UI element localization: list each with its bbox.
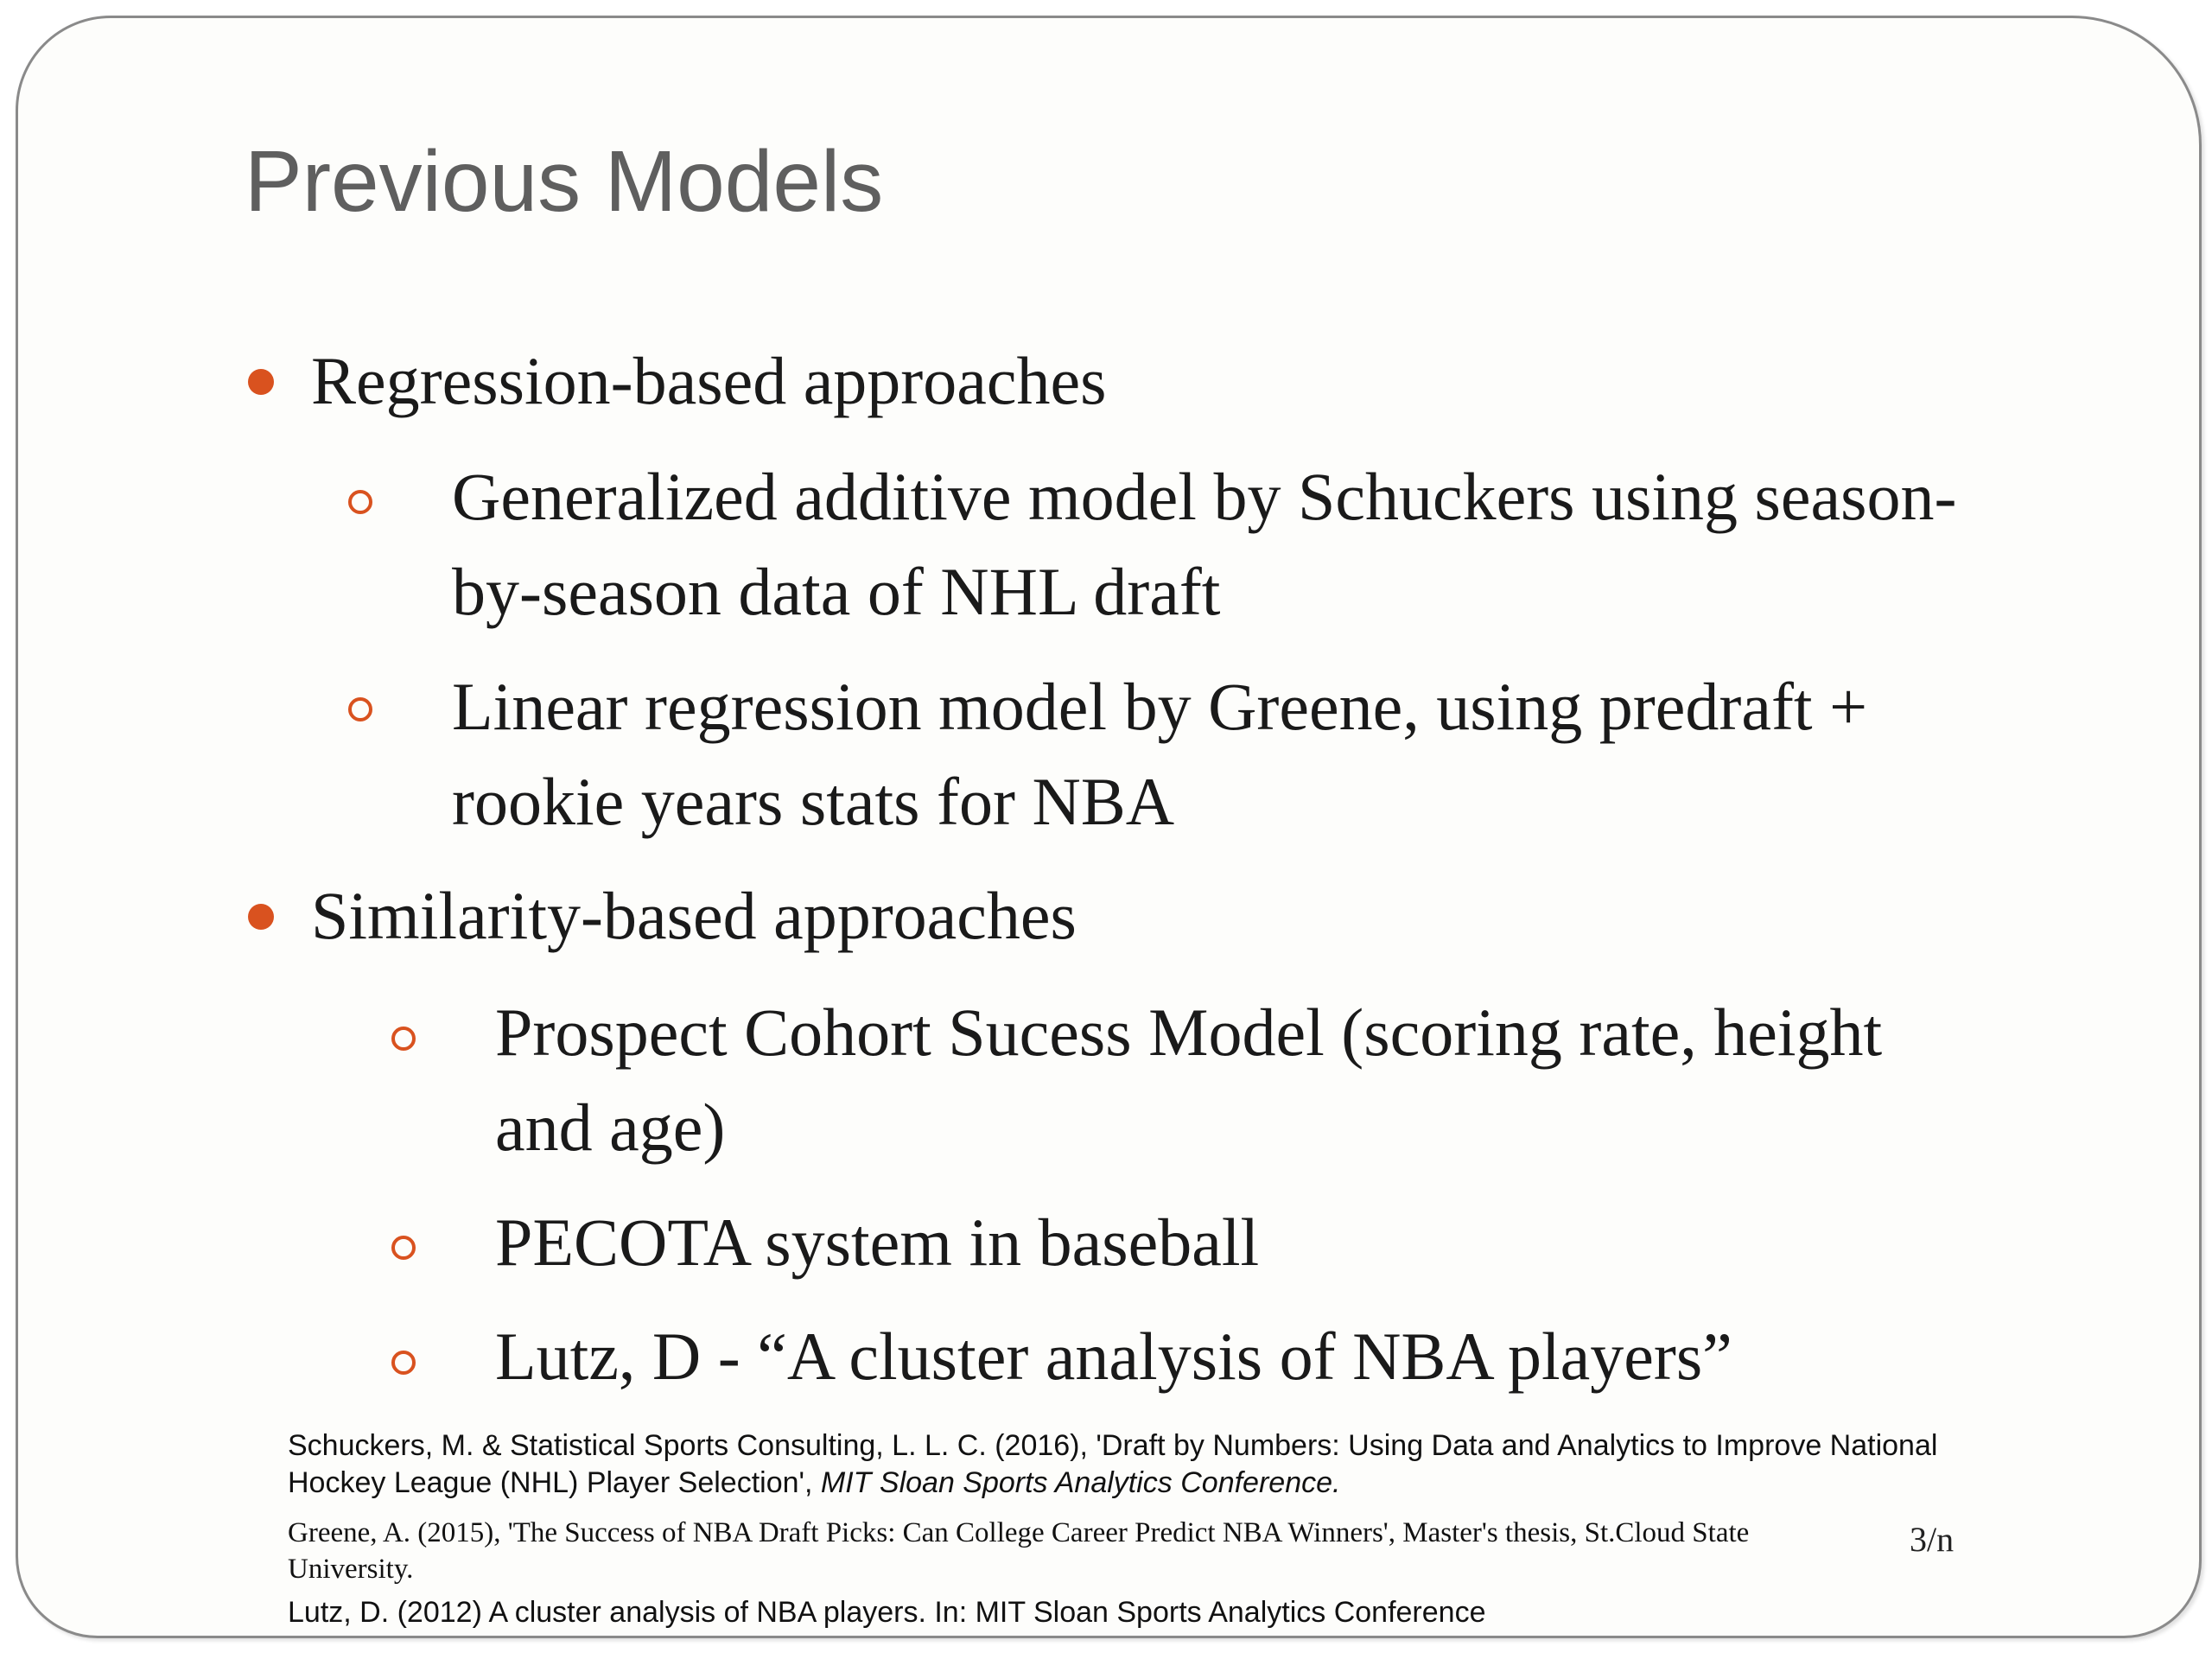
reference-lutz: Lutz, D. (2012) A cluster analysis of NBA players. In: MIT Sloan Sports Analytics Conference xyxy=(288,1596,1486,1629)
sub-bullet-linreg-line1: Linear regression model by Greene, using predraft + xyxy=(452,669,1868,744)
sub-bullet-ring-icon xyxy=(348,490,372,514)
bullet-dot-icon xyxy=(248,904,274,930)
reference-schuckers-line2: Hockey League (NHL) Player Selection', MIT Sloan Sports Analytics Conference. xyxy=(288,1466,1341,1499)
sub-bullet-ring-icon xyxy=(348,697,372,721)
sub-bullet-lutz: Lutz, D - “A cluster analysis of NBA players” xyxy=(495,1319,1732,1394)
sub-bullet-ring-icon xyxy=(391,1351,416,1375)
reference-schuckers-line1: Schuckers, M. & Statistical Sports Consulting, L. L. C. (2016), 'Draft by Numbers: Using Data and Analytics to Improve National xyxy=(288,1429,1938,1462)
bullet-dot-icon xyxy=(248,369,274,395)
reference-greene-line2: University. xyxy=(288,1554,414,1585)
sub-bullet-gam-line1: Generalized additive model by Schuckers using season- xyxy=(452,459,1957,534)
sub-bullet-ring-icon xyxy=(391,1027,416,1051)
sub-bullet-ring-icon xyxy=(391,1236,416,1260)
bullet-similarity xyxy=(311,868,1077,963)
sub-bullet-linreg-line2: rookie years stats for NBA xyxy=(452,764,1175,839)
bullet-regression xyxy=(311,334,1107,429)
bullet-label: Similarity-based approaches xyxy=(311,878,1077,953)
sub-bullet-gam-line2: by-season data of NHL draft xyxy=(452,554,1221,629)
slide-title: Previous Models xyxy=(245,133,884,230)
sub-bullet-pcs-line2: and age) xyxy=(495,1090,726,1165)
bullet-label: Regression-based approaches xyxy=(311,343,1107,418)
sub-bullet-pcs-line1: Prospect Cohort Sucess Model (scoring rate, height xyxy=(495,995,1883,1070)
sub-bullet-pecota: PECOTA system in baseball xyxy=(495,1205,1260,1280)
reference-greene-line1: Greene, A. (2015), 'The Success of NBA Draft Picks: Can College Career Predict NBA Winners', Master's thesis, St.Cloud State xyxy=(288,1517,1750,1548)
page-number: 3/n xyxy=(1910,1520,1955,1559)
